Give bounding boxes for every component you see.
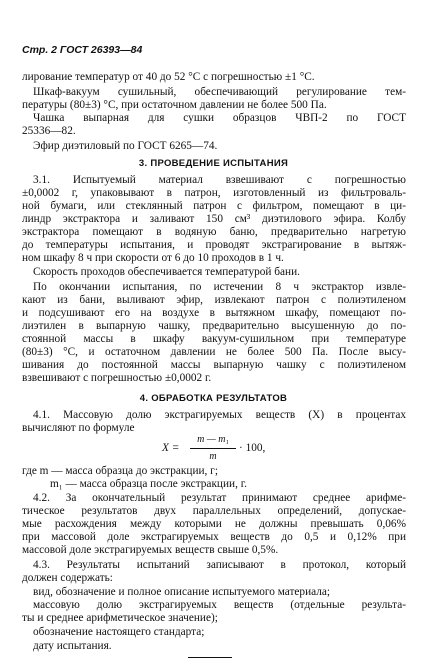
text-line: дату испытания. xyxy=(33,640,112,652)
text-line: взвешивают с погрешностью ±0,0002 г. xyxy=(22,372,212,384)
text-line: вид, обозначение и полное описание испытуемого материала; xyxy=(33,586,331,598)
text-line: лирование температур от 40 до 52 °С с погрешностью ±1 °С. xyxy=(22,71,315,83)
text-line: ной бумаги, или стеклянный патрон с фильтром, помещают в ци- xyxy=(22,200,406,212)
text-line: 4.1. Массовую долю экстрагируемых веществ (X) в процентах xyxy=(33,409,406,421)
fraction-bar xyxy=(190,448,236,449)
formula-numerator: m — m₁ xyxy=(197,434,229,445)
section-title: 4. ОБРАБОТКА РЕЗУЛЬТАТОВ xyxy=(139,393,288,404)
text-line: должен содержать: xyxy=(22,572,113,584)
text-line: m₁ — масса образца после экстракции, г. xyxy=(50,478,247,490)
text-line: при массовой доле экстрагируемых веществ до 0,5 и 0,12% при xyxy=(22,531,406,543)
text-line: Шкаф-вакуум сушильный, обеспечивающий регулирование тем- xyxy=(33,86,406,98)
formula-rhs: · 100, xyxy=(239,442,266,454)
text-line: экстрактора помещают в водяную баню, предварительно нагретую xyxy=(22,226,406,238)
text-line: вычисляют по формуле xyxy=(22,422,135,434)
text-line: 3.1. Испытуемый материал взвешивают с погрешностью xyxy=(33,174,406,186)
text-line: 4.2. За окончательный результат принимают среднее арифме- xyxy=(33,492,406,504)
text-line: 25336—82. xyxy=(22,125,76,137)
text-line: пературы (80±3) °С, при остаточном давлении не более 500 Па. xyxy=(22,99,327,111)
text-line: массовой доле экстрагируемых веществ свыше 0,5%. xyxy=(22,544,279,556)
text-line: ±0,0002 г, упаковывают в патрон, изготовленный из фильтроваль- xyxy=(22,187,406,199)
end-rule xyxy=(188,657,232,658)
text-line: и подсушивают его на воздухе в вытяжном шкафу, помещают по- xyxy=(22,307,406,319)
text-line: обозначение настоящего стандарта; xyxy=(33,626,205,638)
text-line: где m — масса образца до экстракции, г; xyxy=(22,465,218,477)
text-line: Эфир диэтиловый по ГОСТ 6265—74. xyxy=(33,140,218,152)
text-line: мые расхождения между которыми не должны превышать 0,06% xyxy=(22,518,406,530)
text-line: до температуры испытания, и проводят экстрагирование в вытяж- xyxy=(22,239,406,251)
section-title: 3. ПРОВЕДЕНИЕ ИСПЫТАНИЯ xyxy=(138,158,289,169)
text-line: (80±3) °С, и остаточном давлении не более 500 Па. После высу- xyxy=(22,346,406,358)
page-header: Стр. 2 ГОСТ 26393—84 xyxy=(22,44,143,56)
text-line: ном шкафу 8 ч при скорости от 6 до 10 проходов в 1 ч. xyxy=(22,252,284,264)
text-line: Чашка выпарная для сушки образцов ЧВП-2 по ГОСТ xyxy=(33,112,406,124)
formula-denominator: m xyxy=(209,451,217,462)
text-line: кают из бани, выливают эфир, извлекают патрон с полиэтиленом xyxy=(22,294,406,306)
formula-lhs: X = xyxy=(162,442,180,454)
text-line: тическое результатов двух параллельных определений, допускае- xyxy=(22,505,406,517)
text-line: лиэтилен в выпарную чашку, предварительно высушенную до по- xyxy=(22,320,406,332)
text-line: массовую долю экстрагируемых веществ (отдельные результа- xyxy=(33,599,406,611)
text-line: шивания до постоянной массы выпарную чашку с полиэтиленом xyxy=(22,359,406,371)
text-line: 4.3. Результаты испытаний записывают в протокол, который xyxy=(33,559,406,571)
formula xyxy=(162,434,322,466)
text-line: стоянной массы в шкафу вакуум-сушильном при температуре xyxy=(22,333,406,345)
text-line: Скорость проходов обеспечивается температурой бани. xyxy=(33,266,300,278)
text-line: По окончании испытания, по истечении 8 ч экстрактор извле- xyxy=(33,281,406,293)
text-line: линдр экстрактора и заливают 150 см³ диэтилового эфира. Колбу xyxy=(22,213,406,225)
text-line: ты и среднее арифметическое значение); xyxy=(22,612,218,624)
